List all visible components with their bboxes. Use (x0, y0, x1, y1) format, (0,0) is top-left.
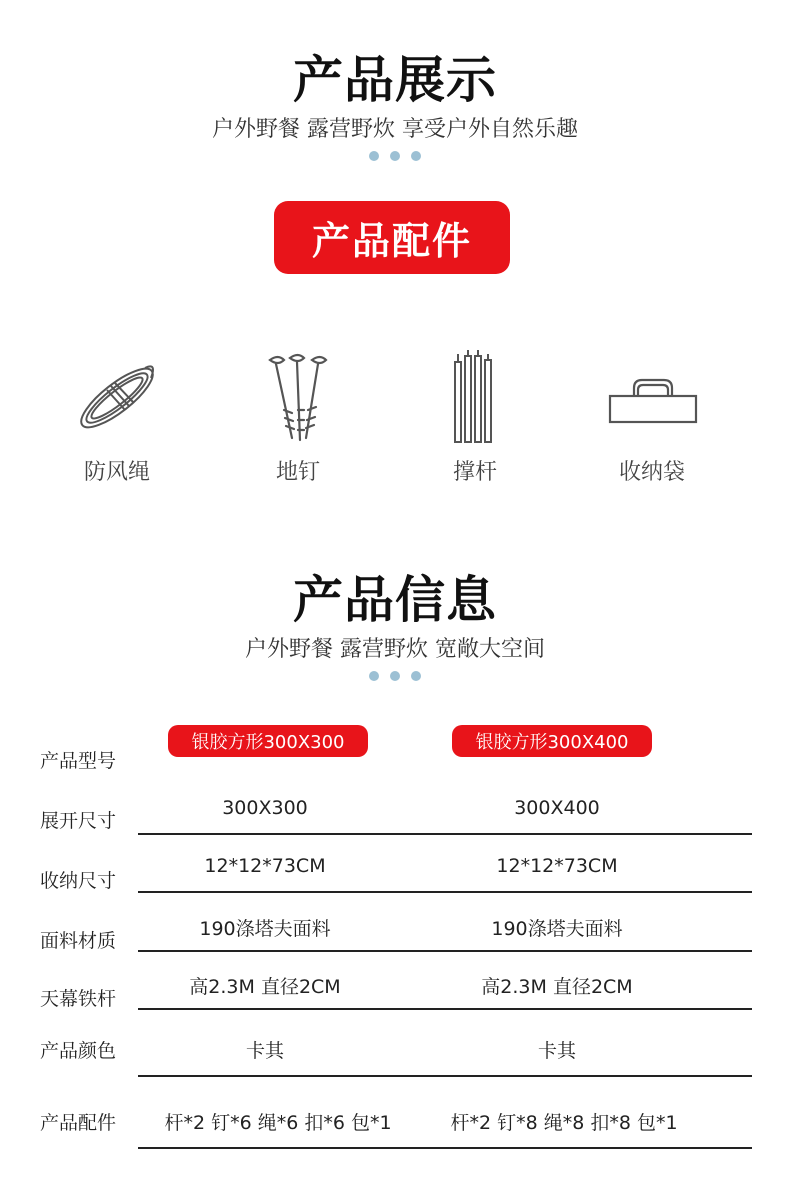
row-label: 产品配件 (40, 1112, 117, 1134)
cell: 杆*2 钉*6 绳*6 扣*6 包*1 (164, 1112, 392, 1134)
poles-icon (425, 350, 525, 445)
cell: 杆*2 钉*8 绳*8 扣*8 包*1 (450, 1112, 678, 1134)
cell: 12*12*73CM (204, 855, 326, 877)
accessory-rope (42, 350, 192, 486)
divider-dots (0, 151, 790, 161)
dot (369, 151, 379, 161)
model-badge-300x400: 银胶方形300X400 (452, 725, 652, 757)
cell: 190涤塔夫面料 (491, 918, 623, 940)
row-label: 产品颜色 (40, 1040, 117, 1062)
stakes-icon (248, 350, 348, 445)
cell: 卡其 (245, 1040, 284, 1062)
cell: 高2.3M 直径2CM (481, 976, 633, 998)
accessories-banner: 产品配件 (274, 201, 510, 274)
cell: 12*12*73CM (496, 855, 618, 877)
row-divider (138, 833, 752, 835)
cell: 卡其 (537, 1040, 576, 1062)
storage-bag-icon (602, 350, 702, 445)
accessory-label: 防风绳 (83, 460, 150, 485)
cell: 300X300 (222, 797, 308, 819)
divider-dots (0, 671, 790, 681)
dot (369, 671, 379, 681)
row-label: 收纳尺寸 (40, 870, 117, 892)
accessory-label: 撑杆 (452, 460, 497, 485)
display-subtitle: 户外野餐 露营野炊 享受户外自然乐趣 (212, 117, 578, 142)
cell: 高2.3M 直径2CM (189, 976, 341, 998)
row-divider (138, 1075, 752, 1077)
row-label: 天幕铁杆 (40, 988, 117, 1010)
info-title: 产品信息 (293, 571, 497, 629)
row-label: 面料材质 (40, 930, 117, 952)
model-badge-300x300: 银胶方形300X300 (168, 725, 368, 757)
cell: 300X400 (514, 797, 600, 819)
accessory-label: 地钉 (275, 460, 320, 485)
row-label: 展开尺寸 (40, 810, 117, 832)
dot (411, 671, 421, 681)
accessory-poles (400, 350, 550, 486)
row-divider (138, 1147, 752, 1149)
dot (390, 671, 400, 681)
info-subtitle: 户外野餐 露营野炊 宽敞大空间 (245, 637, 545, 662)
row-divider (138, 950, 752, 952)
row-divider (138, 891, 752, 893)
row-label-model: 产品型号 (40, 750, 117, 772)
dot (390, 151, 400, 161)
rope-icon (67, 350, 167, 445)
accessory-label: 收纳袋 (618, 460, 685, 485)
display-title: 产品展示 (293, 51, 497, 109)
row-divider (138, 1008, 752, 1010)
dot (411, 151, 421, 161)
accessory-bag (577, 350, 727, 486)
cell: 190涤塔夫面料 (199, 918, 331, 940)
accessory-stakes (223, 350, 373, 486)
